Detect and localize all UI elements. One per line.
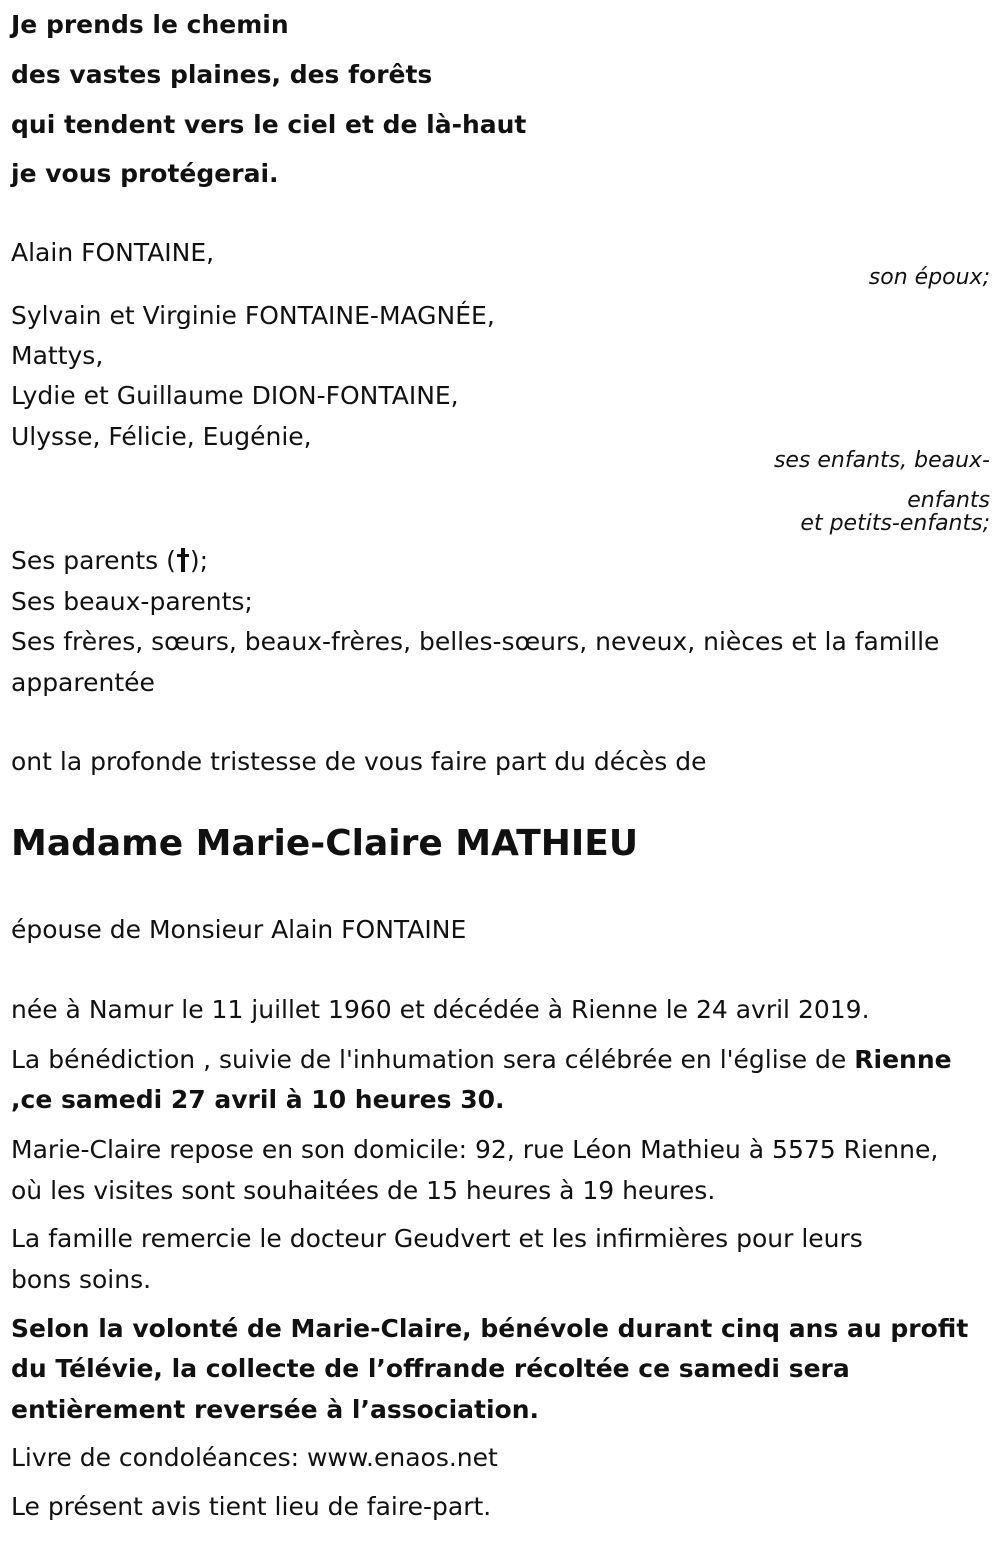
- parents-text-end: );: [189, 546, 209, 575]
- deceased-name: Madame Marie-Claire MATHIEU: [11, 823, 639, 864]
- ceremony-text: La bénédiction , suivie de l'inhumation sera célébrée en l'église de: [11, 1045, 855, 1074]
- visits-line: Marie-Claire repose en son domicile: 92, rue Léon Mathieu à 5575 Rienne,: [11, 1135, 939, 1164]
- spouse-role: son époux;: [868, 265, 990, 290]
- parents-line: [11, 546, 208, 576]
- children-role: enfants: [907, 488, 990, 513]
- wish-line: entièrement reversée à l’association.: [11, 1395, 540, 1424]
- in-laws-line: Ses beaux-parents;: [11, 587, 253, 616]
- condolences-line: Livre de condoléances: www.enaos.net: [11, 1443, 498, 1472]
- poem-line: je vous protégerai.: [11, 159, 279, 188]
- wish-line: du Télévie, la collecte de l’offrande récoltée ce samedi sera: [11, 1354, 850, 1383]
- poem-line: Je prends le chemin: [11, 10, 289, 39]
- children-role: ses enfants, beaux-: [773, 448, 990, 473]
- closing-line: Le présent avis tient lieu de faire-part.: [11, 1492, 492, 1521]
- spouse-name: Alain FONTAINE,: [11, 238, 215, 267]
- ceremony-line: [11, 1045, 952, 1075]
- wish-line: Selon la volonté de Marie-Claire, bénévole durant cinq ans au profit: [11, 1314, 969, 1343]
- visits-line: où les visites sont souhaitées de 15 heures à 19 heures.: [11, 1176, 716, 1205]
- parents-text: Ses parents (: [11, 546, 176, 575]
- spouse-of: épouse de Monsieur Alain FONTAINE: [11, 915, 467, 944]
- children-line: Mattys,: [11, 341, 104, 370]
- poem-line: qui tendent vers le ciel et de là-haut: [11, 110, 527, 139]
- siblings-line: Ses frères, sœurs, beaux-frères, belles-sœurs, neveux, nièces et la famille: [11, 627, 940, 656]
- ceremony-place: Rienne: [854, 1045, 952, 1074]
- children-line: Lydie et Guillaume DION-FONTAINE,: [11, 381, 459, 410]
- children-role: et petits-enfants;: [800, 511, 990, 536]
- announcement: ont la profonde tristesse de vous faire part du décès de: [11, 747, 707, 776]
- children-line: Sylvain et Virginie FONTAINE-MAGNÉE,: [11, 301, 495, 330]
- ceremony-when: ,ce samedi 27 avril à 10 heures 30.: [11, 1085, 505, 1114]
- children-line: Ulysse, Félicie, Eugénie,: [11, 422, 312, 451]
- thanks-line: bons soins.: [11, 1265, 152, 1294]
- cross-icon: [177, 548, 189, 572]
- birth-death: née à Namur le 11 juillet 1960 et décédée à Rienne le 24 avril 2019.: [11, 995, 870, 1024]
- poem-line: des vastes plaines, des forêts: [11, 60, 433, 89]
- thanks-line: La famille remercie le docteur Geudvert et les infirmières pour leurs: [11, 1224, 863, 1253]
- siblings-line: apparentée: [11, 668, 155, 697]
